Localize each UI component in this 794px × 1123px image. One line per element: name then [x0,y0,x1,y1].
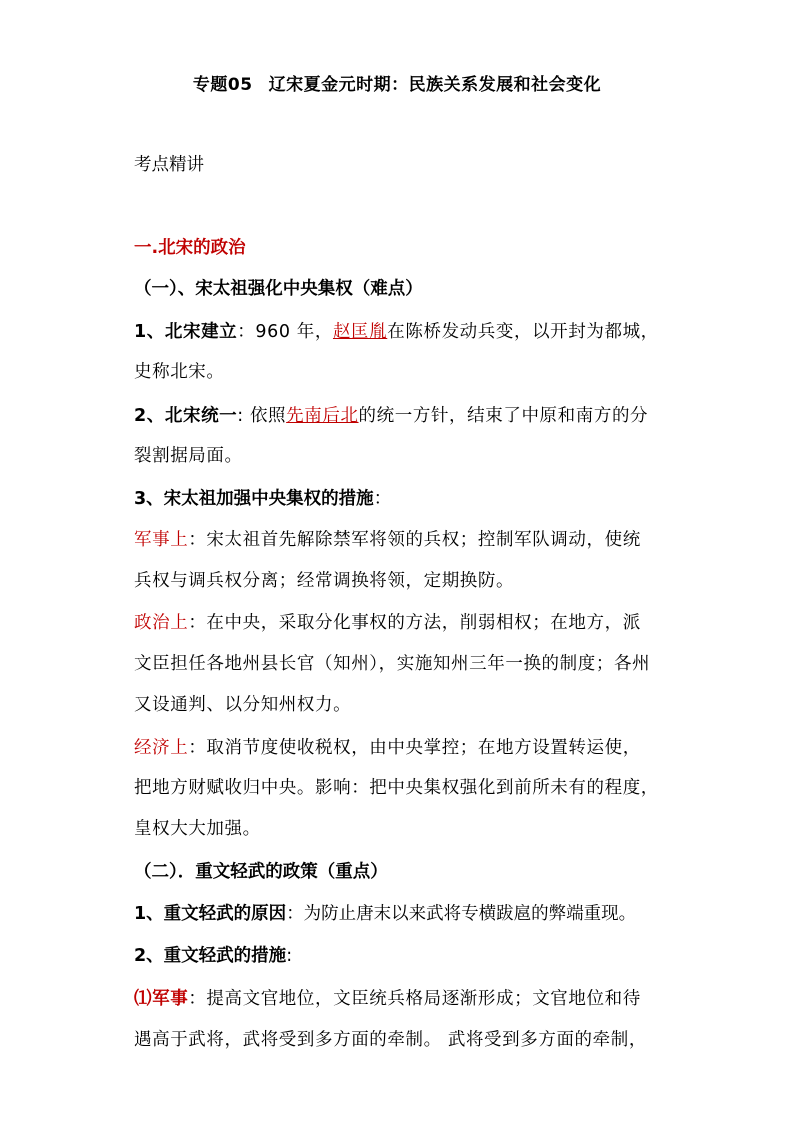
reason-label: 1、重文轻武的原因 [134,904,287,924]
paragraph-2-line-1 [134,404,648,428]
subtitle: 考点精讲 [134,155,204,175]
paragraph-1-text-after: 在陈桥发动兵变，以开封为都城， [387,322,659,342]
military-measure-line-1 [134,987,641,1011]
paragraph-2-text-after: 的统一方针，结束了中原和南方的分 [358,406,649,426]
paragraph-3 [134,487,391,511]
paragraph-1-line-1 [134,320,659,344]
military-text: ：宋太祖首先解除禁军将领的兵权；控制军队调动，使统 [188,530,641,550]
political-line-1 [134,611,641,635]
paragraph-2-text: : 依照 [237,406,287,426]
political-line-2: 文臣担任各地州县长官（知州），实施知州三年一换的制度；各州 [134,654,651,674]
economic-line-2: 把地方财赋收归中央。影响：把中央集权强化到前所未有的程度， [134,778,659,798]
measures-label: 2、重文轻武的措施 [134,946,287,966]
political-text: ：在中央，采取分化事权的方法，削弱相权；在地方，派 [188,613,641,633]
paragraph-3-colon: ： [373,489,392,509]
subsection-heading-2: （二）．重文轻武的政策（重点） [134,862,388,882]
reason-text: ：为防止唐末以来武将专横跋扈的弊端重现。 [286,904,637,924]
paragraph-1-line-2: 史称北宋。 [134,362,225,382]
title-number: 专题05 [192,75,253,95]
paragraph-2-line-2: 裂割据局面。 [134,446,243,466]
military-line-2: 兵权与调兵权分离；经常调换将领，定期换防。 [134,571,515,591]
military-measure-text: ：提高文官地位，文臣统兵格局逐渐形成；文官地位和待 [188,989,641,1009]
paragraph-2-label: 2、北宋统一 [134,406,238,426]
subsection-heading-1: （一）、宋太祖强化中央集权（难点） [134,279,423,299]
reason-line [134,902,636,926]
paragraph-1-text: ：960 年， [237,322,333,342]
military-label: 军事上 [134,530,189,550]
political-label: 政治上 [134,613,189,633]
highlight-south-first: 先南后北 [286,406,359,426]
military-line-1 [134,528,641,552]
economic-line-1 [134,736,641,760]
title-text: 辽宋夏金元时期：民族关系发展和社会变化 [268,75,602,95]
economic-text: ：取消节度使收税权，由中央掌控；在地方设置转运使， [188,738,641,758]
paragraph-3-label: 3、宋太祖加强中央集权的措施 [134,489,374,509]
measures-colon: : [286,946,293,966]
economic-line-3: 皇权大大加强。 [134,819,261,839]
paragraph-1-label: 1、北宋建立 [134,322,238,342]
military-measure-label: ⑴军事 [134,989,189,1009]
political-line-3: 又设通判、以分知州权力。 [134,695,352,715]
section-heading-1: 一.北宋的政治 [134,238,246,258]
economic-label: 经济上 [134,738,189,758]
document-title [0,70,794,95]
highlight-zhao-kuangyin: 赵匡胤 [332,322,388,342]
military-measure-line-2: 遇高于武将，武将受到多方面的牵制。 武将受到多方面的牵制， [134,1030,647,1050]
measures-line [134,944,292,968]
